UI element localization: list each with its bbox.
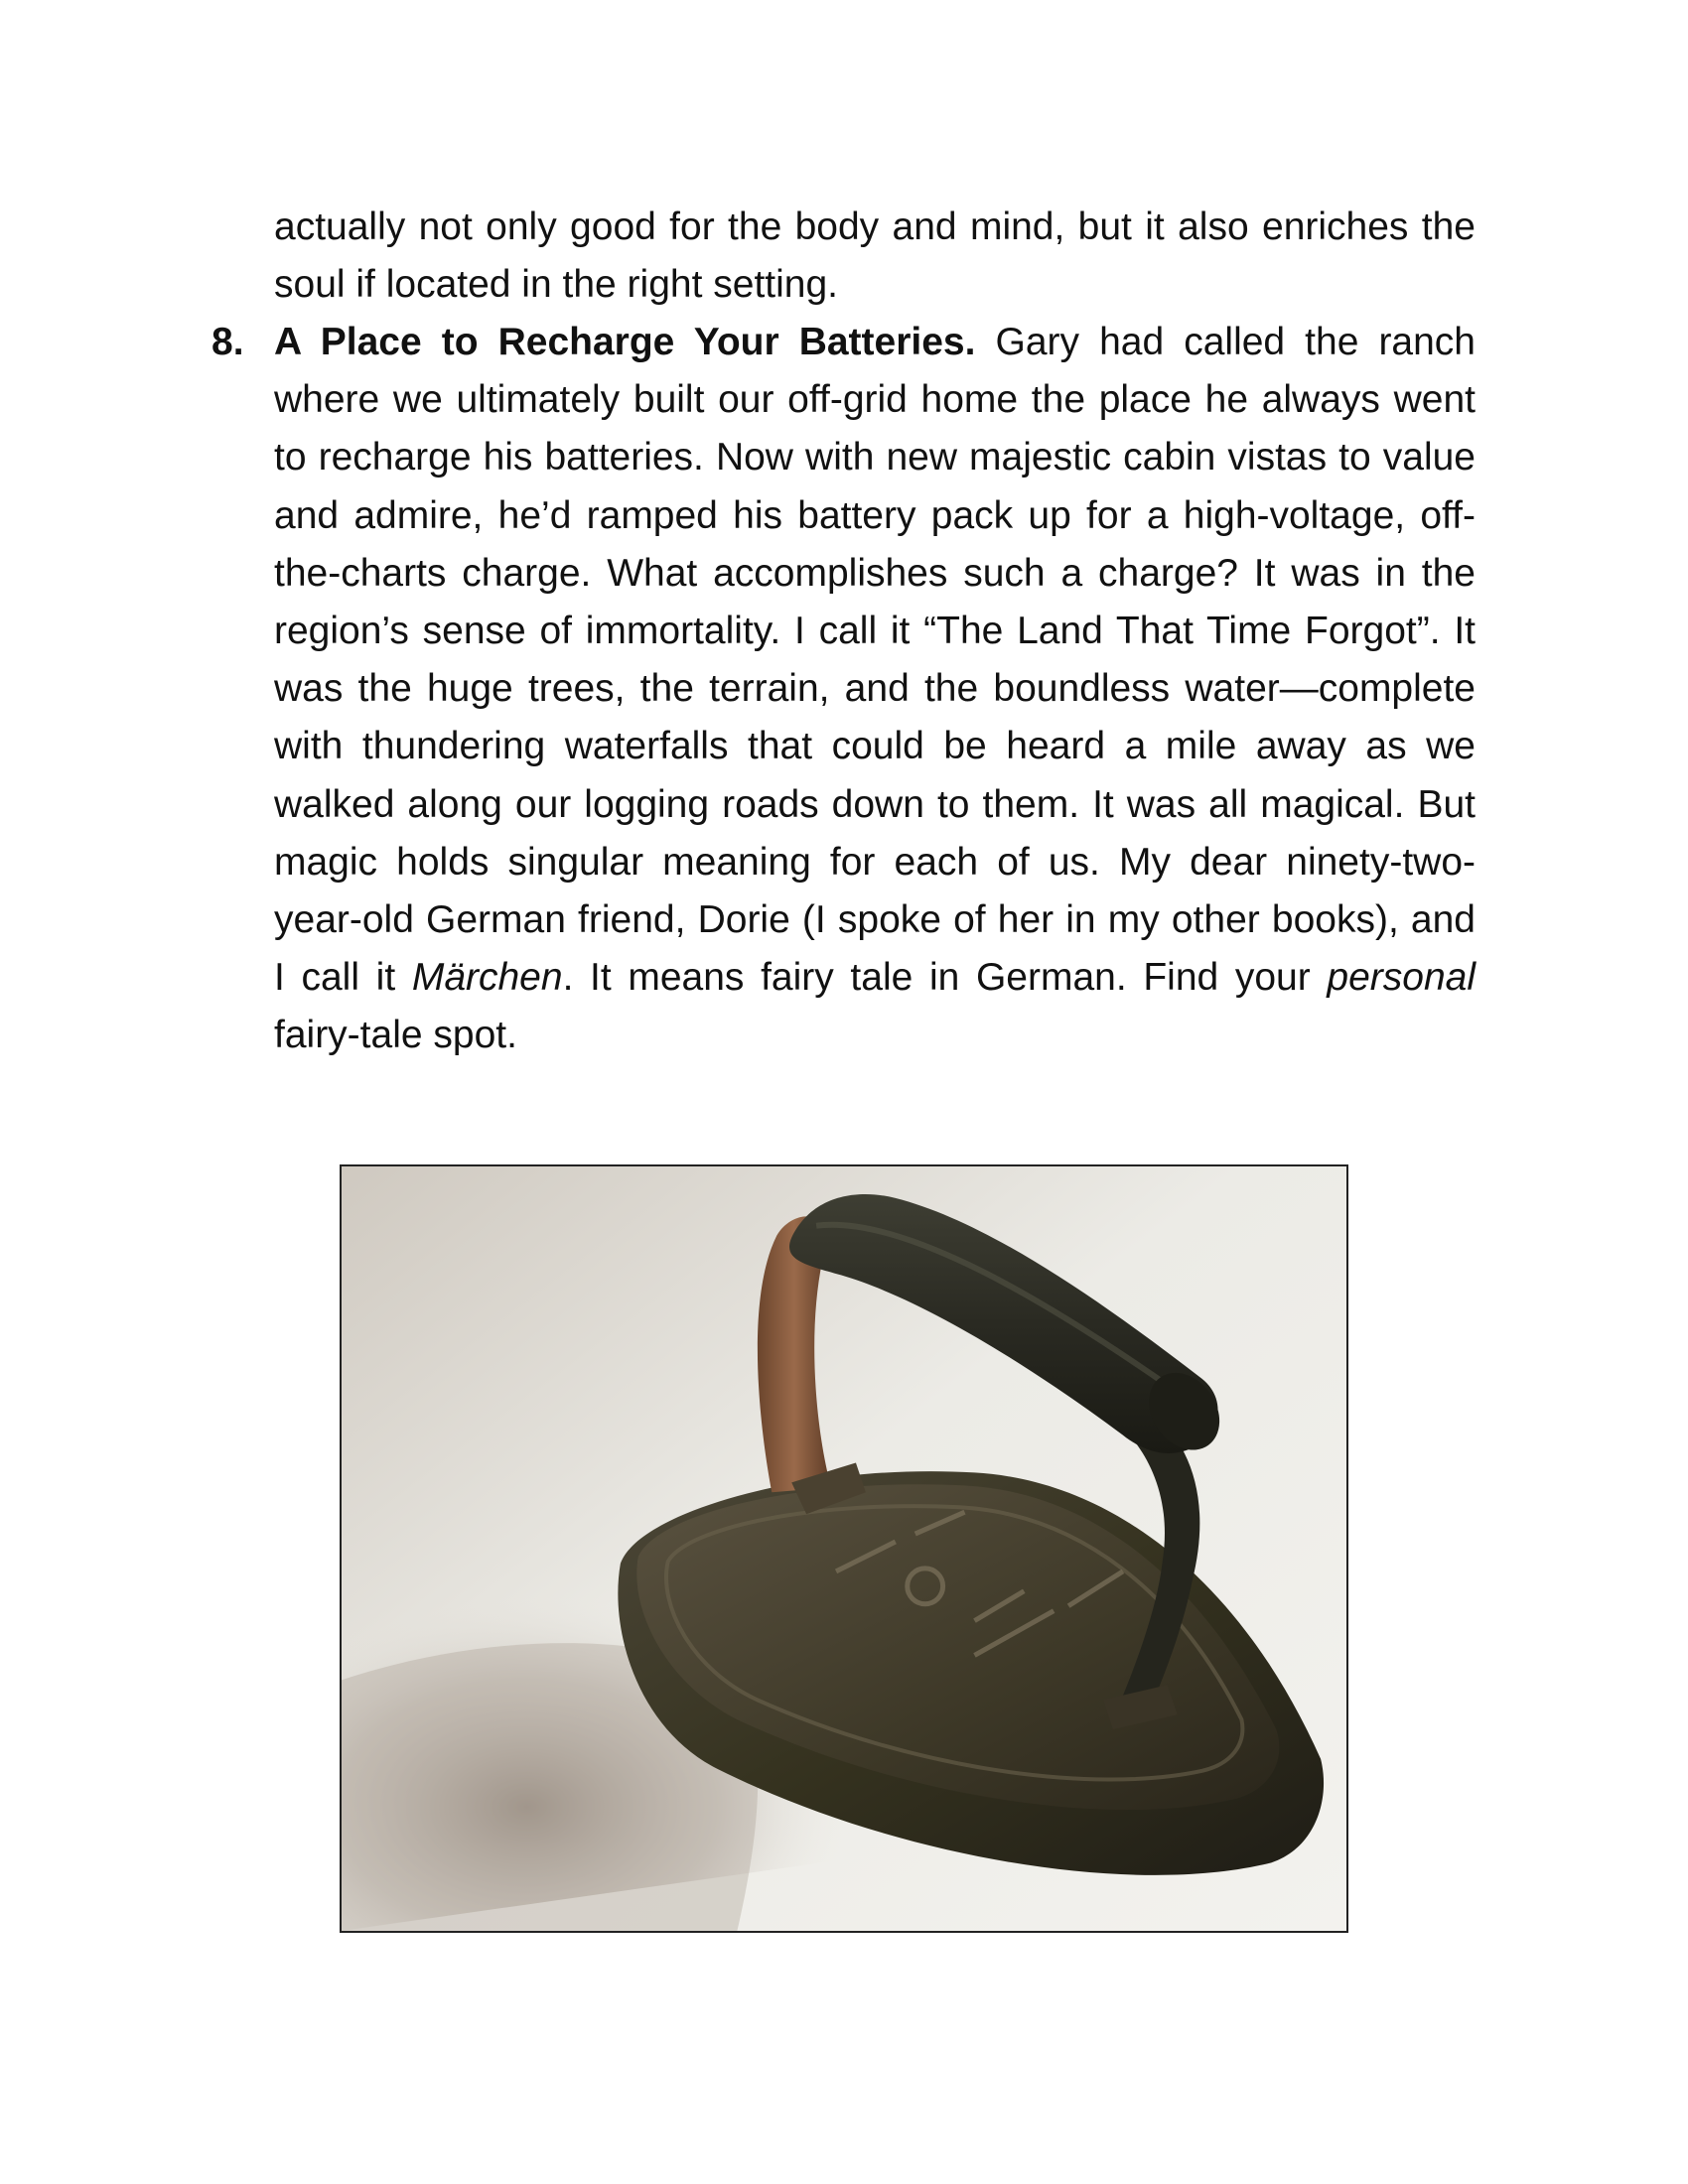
italic-word-personal: personal <box>1327 956 1476 1000</box>
list-item-8 <box>211 314 1477 1065</box>
antique-iron-illustration <box>342 1166 1346 1931</box>
list-item-paragraph <box>274 314 1476 1065</box>
list-item-body-part3: fairy-tale spot. <box>274 1014 517 1057</box>
continuation-paragraph <box>274 199 1476 314</box>
antique-iron-photo <box>340 1164 1348 1933</box>
list-item-body-part1: Gary had called the ranch where we ultimately built our off-grid home the place he always went to recharge his batteries. Now with new majestic cabin vistas to value and admire, he’d ramped his battery pack up for a high-voltage, off-the-charts charge. What accomplishes such a charge? It was in the region’s sense of immortality. I call it “The Land That Time Forgot”. It was the huge trees, the terrain, and the boundless water—complete with thundering waterfalls that could be heard a mile away as we walked along our logging roads down to them. It was all magical. But magic holds singular meaning for each of us. My dear ninety-two-year-old German friend, Dorie (I spoke of her in my other books), and I call it <box>274 321 1477 1000</box>
continuation-text: actually not only good for the body and mind, but it also enriches the soul if located in the right setting. <box>274 205 1476 307</box>
list-item-number: 8. <box>211 321 244 363</box>
list-item-heading: A Place to Recharge Your Batteries. <box>274 321 976 363</box>
list-item-body-part2: . It means fairy tale in German. Find your <box>562 956 1328 1000</box>
italic-word-marchen: Märchen <box>411 956 563 1000</box>
